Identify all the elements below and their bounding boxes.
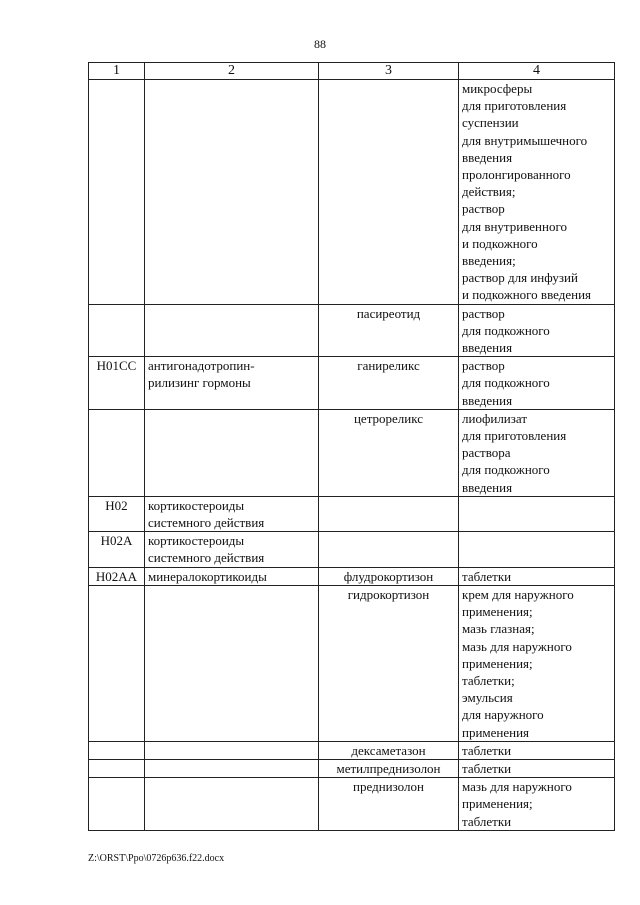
dosage-form-line: таблетки;	[462, 672, 515, 688]
dosage-form-line: крем для наружного	[462, 586, 574, 602]
table-row	[89, 80, 615, 305]
dosage-form-cell	[459, 585, 615, 741]
dosage-form-line: для наружного	[462, 707, 544, 723]
dosage-form-line: для внутримышечного	[462, 132, 588, 148]
group-name-line: минералокортикоиды	[148, 568, 267, 584]
dosage-form-line: применения;	[462, 655, 533, 671]
dosage-form-cell	[459, 759, 615, 777]
dosage-form-cell	[459, 778, 615, 831]
drug-name-cell	[319, 532, 459, 567]
footer-file-path: Z:\ORST\Ppo\0726p636.f22.docx	[88, 853, 225, 864]
dosage-form-line: раствор	[462, 201, 505, 217]
dosage-form-line: суспензии	[462, 115, 519, 131]
table-header-row	[89, 63, 615, 80]
dosage-form-line: таблетки	[462, 742, 512, 758]
dosage-form-line: действия;	[462, 184, 516, 200]
dosage-form-line: для подкожного	[462, 322, 550, 338]
dosage-form-cell	[459, 532, 615, 567]
drug-name-cell: ганиреликс	[319, 357, 459, 410]
atc-code-cell: H02AA	[89, 567, 145, 585]
dosage-form-line: лиофилизат	[462, 410, 528, 426]
group-name-cell	[145, 567, 319, 585]
group-name-line: антигонадотропин-	[148, 358, 255, 374]
group-name-cell	[145, 409, 319, 496]
group-name-cell	[145, 585, 319, 741]
page-number: 88	[314, 37, 326, 51]
column-header: 1	[89, 63, 145, 80]
dosage-form-line: микросферы	[462, 81, 533, 96]
dosage-form-line: таблетки	[462, 813, 512, 829]
group-name-cell	[145, 532, 319, 567]
drug-name-cell	[319, 496, 459, 531]
group-name-cell	[145, 357, 319, 410]
table-row	[89, 357, 615, 410]
drug-name-cell: гидрокортизон	[319, 585, 459, 741]
dosage-form-line: пролонгированного	[462, 167, 571, 183]
group-name-cell	[145, 304, 319, 357]
dosage-form-line: таблетки	[462, 568, 512, 584]
table-row	[89, 409, 615, 496]
dosage-form-line: для приготовления	[462, 428, 567, 444]
dosage-form-cell	[459, 304, 615, 357]
group-name-line: системного действия	[148, 550, 265, 566]
table-row	[89, 496, 615, 531]
dosage-form-line: применения;	[462, 796, 533, 812]
group-name-line: системного действия	[148, 515, 265, 531]
dosage-form-line: мазь для наружного	[462, 638, 572, 654]
group-name-cell	[145, 778, 319, 831]
dosage-form-line: для приготовления	[462, 98, 567, 114]
dosage-form-cell	[459, 496, 615, 531]
atc-code-cell: H02A	[89, 532, 145, 567]
atc-code-cell	[89, 585, 145, 741]
atc-code-cell	[89, 778, 145, 831]
dosage-form-line: введения	[462, 149, 513, 165]
drug-name-cell: пасиреотид	[319, 304, 459, 357]
dosage-form-line: для подкожного	[462, 375, 550, 391]
dosage-form-line: и подкожного введения	[462, 287, 592, 303]
column-header: 4	[459, 63, 615, 80]
dosage-form-line: раствор	[462, 305, 505, 321]
group-name-cell	[145, 759, 319, 777]
dosage-form-line: введения	[462, 340, 513, 356]
group-name-line: кортикостероиды	[148, 533, 245, 549]
dosage-form-line: введения	[462, 479, 513, 495]
dosage-form-cell	[459, 567, 615, 585]
drug-table	[88, 62, 615, 831]
dosage-form-line: таблетки	[462, 760, 512, 776]
group-name-cell	[145, 741, 319, 759]
drug-name-cell: флудрокортизон	[319, 567, 459, 585]
drug-name-cell: преднизолон	[319, 778, 459, 831]
atc-code-cell	[89, 759, 145, 777]
dosage-form-line: раствор	[462, 358, 505, 374]
drug-name-cell: метилпреднизолон	[319, 759, 459, 777]
dosage-form-line: введения;	[462, 253, 516, 269]
dosage-form-line: применения;	[462, 604, 533, 620]
group-name-cell	[145, 80, 319, 305]
dosage-form-line: раствор для инфузий	[462, 270, 578, 286]
column-header: 2	[145, 63, 319, 80]
dosage-form-line: введения	[462, 392, 513, 408]
group-name-line: кортикостероиды	[148, 497, 245, 513]
drug-name-cell: цетрореликс	[319, 409, 459, 496]
table-row	[89, 778, 615, 831]
dosage-form-line: эмульсия	[462, 690, 513, 706]
dosage-form-cell	[459, 80, 615, 305]
dosage-form-line: раствора	[462, 445, 511, 461]
table-body	[89, 80, 615, 831]
table-row	[89, 532, 615, 567]
group-name-cell	[145, 496, 319, 531]
dosage-form-line: мазь для наружного	[462, 779, 572, 795]
atc-code-cell	[89, 409, 145, 496]
atc-code-cell	[89, 80, 145, 305]
dosage-form-line: для подкожного	[462, 462, 550, 478]
atc-code-cell	[89, 741, 145, 759]
dosage-form-line: и подкожного	[462, 235, 538, 251]
table-row	[89, 741, 615, 759]
atc-code-cell	[89, 304, 145, 357]
table-row	[89, 567, 615, 585]
atc-code-cell: H01CC	[89, 357, 145, 410]
dosage-form-line: мазь глазная;	[462, 621, 535, 637]
dosage-form-line: для внутривенного	[462, 218, 567, 234]
drug-name-cell	[319, 80, 459, 305]
dosage-form-cell	[459, 409, 615, 496]
column-header: 3	[319, 63, 459, 80]
dosage-form-line: применения	[462, 724, 530, 740]
group-name-line: рилизинг гормоны	[148, 375, 251, 391]
dosage-form-cell	[459, 357, 615, 410]
dosage-form-cell	[459, 741, 615, 759]
atc-code-cell: H02	[89, 496, 145, 531]
table-row	[89, 585, 615, 741]
table-row	[89, 759, 615, 777]
drug-name-cell: дексаметазон	[319, 741, 459, 759]
table-row	[89, 304, 615, 357]
